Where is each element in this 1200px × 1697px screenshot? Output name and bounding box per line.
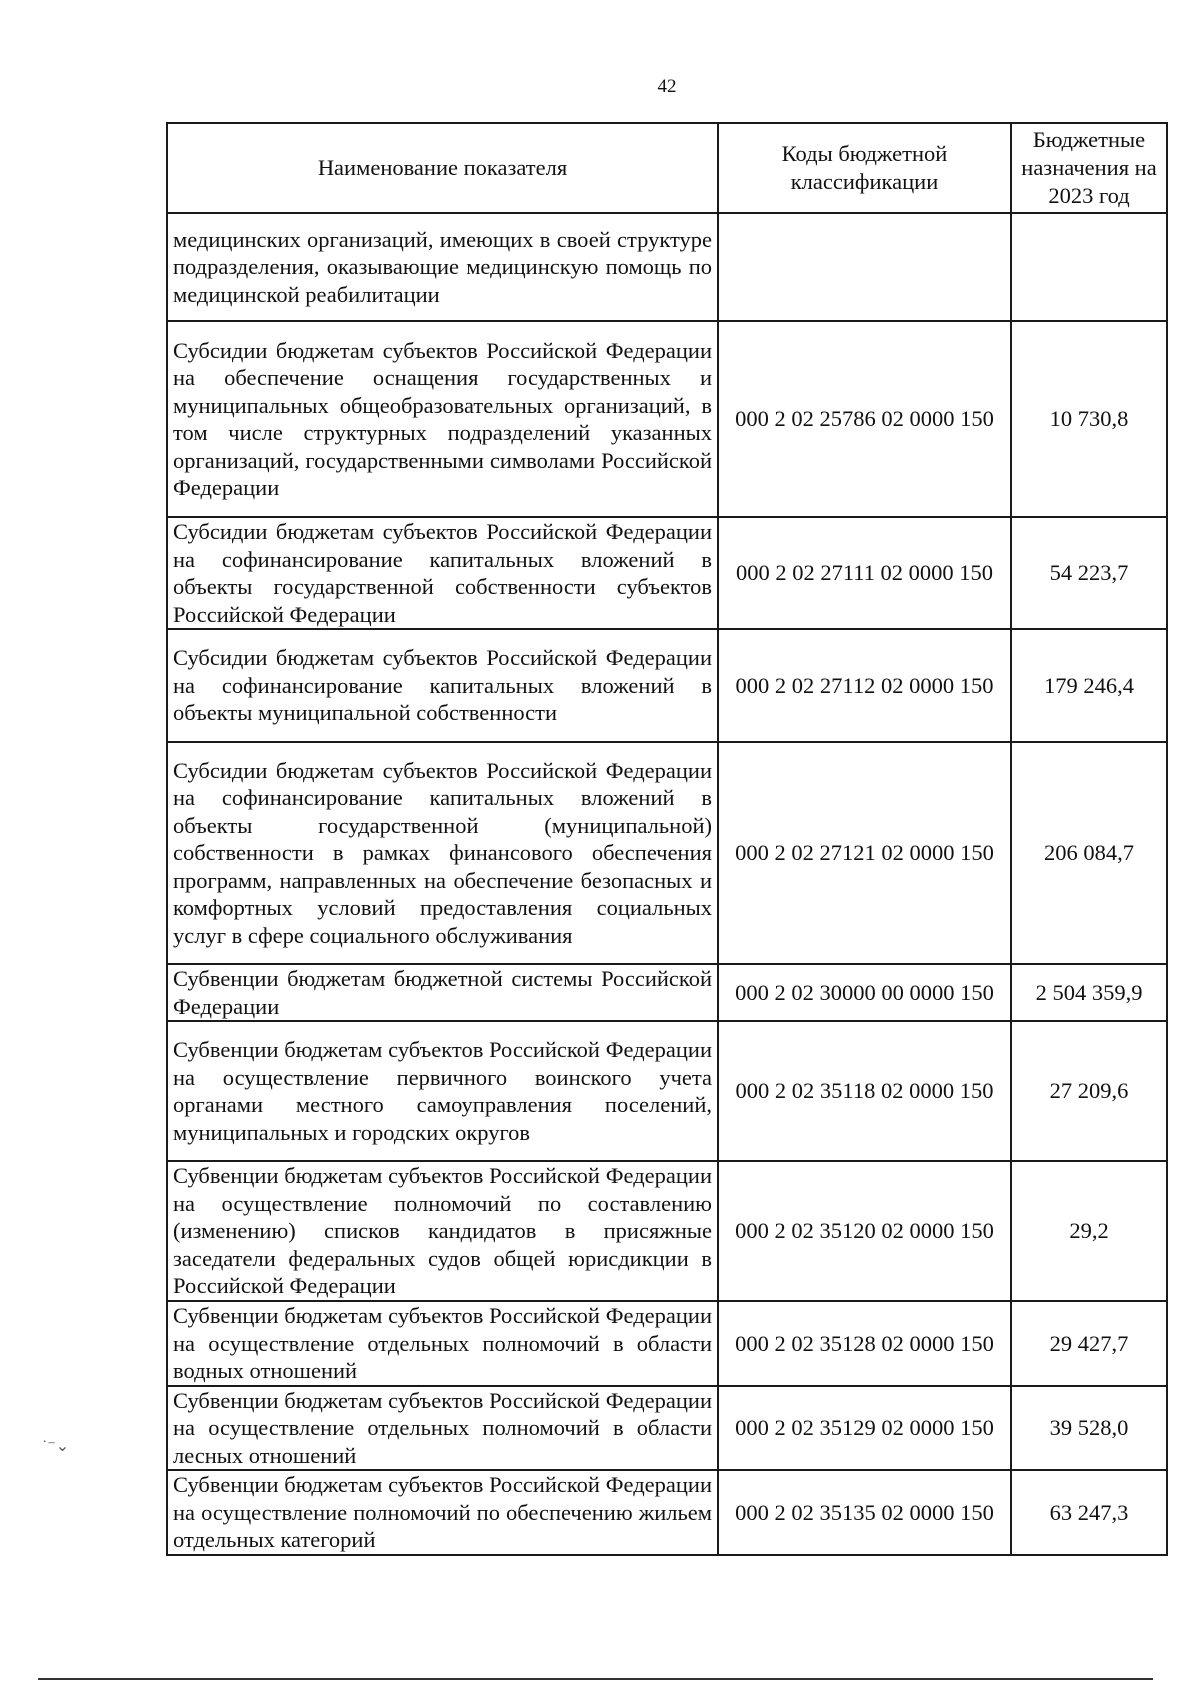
row-code: 000 2 02 35128 02 0000 150 xyxy=(718,1301,1011,1386)
row-code xyxy=(718,213,1011,321)
row-amount: 29 427,7 xyxy=(1011,1301,1167,1386)
row-name: Субвенции бюджетам субъектов Российской Федерации на осуществление отдельных полномочий в области водных отношений xyxy=(167,1301,718,1386)
row-amount: 179 246,4 xyxy=(1011,629,1167,742)
row-amount: 29,2 xyxy=(1011,1161,1167,1301)
row-name: Субвенции бюджетам субъектов Российской Федерации на осуществление полномочий по составлению (изменению) списков кандидатов в присяжные заседатели федеральных судов общей юрисдикции в Российской Федерации xyxy=(167,1161,718,1301)
row-name: Субвенции бюджетам субъектов Российской Федерации на осуществление полномочий по обеспечению жильем отдельных категорий xyxy=(167,1470,718,1555)
row-name: медицинских организаций, имеющих в своей структуре подразделения, оказывающие медицинскую помощь по медицинской реабилитации xyxy=(167,213,718,321)
table-row xyxy=(167,964,1167,1021)
table-row xyxy=(167,1470,1167,1555)
row-code: 000 2 02 30000 00 0000 150 xyxy=(718,964,1011,1021)
table-row xyxy=(167,213,1167,321)
row-name: Субсидии бюджетам субъектов Российской Федерации на софинансирование капитальных вложений в объекты государственной (муниципальной) собственности в рамках финансового обеспечения программ, направленных на обеспечение безопасных и комфортных условий предоставления социальных услуг в сфере социального обслуживания xyxy=(167,742,718,964)
header-amount: Бюджетные назначения на 2023 год xyxy=(1011,123,1167,213)
budget-table xyxy=(166,122,1168,1556)
row-code: 000 2 02 25786 02 0000 150 xyxy=(718,321,1011,517)
row-name: Субсидии бюджетам субъектов Российской Федерации на софинансирование капитальных вложений в объекты государственной собственности субъектов Российской Федерации xyxy=(167,517,718,629)
row-name: Субвенции бюджетам бюджетной системы Российской Федерации xyxy=(167,964,718,1021)
row-name: Субсидии бюджетам субъектов Российской Федерации на софинансирование капитальных вложений в объекты муниципальной собственности xyxy=(167,629,718,742)
row-amount: 54 223,7 xyxy=(1011,517,1167,629)
row-amount: 63 247,3 xyxy=(1011,1470,1167,1555)
row-code: 000 2 02 27121 02 0000 150 xyxy=(718,742,1011,964)
row-amount: 206 084,7 xyxy=(1011,742,1167,964)
table-body xyxy=(167,213,1167,1555)
table-header xyxy=(167,123,1167,213)
table-row xyxy=(167,1161,1167,1301)
row-amount: 2 504 359,9 xyxy=(1011,964,1167,1021)
table-row xyxy=(167,517,1167,629)
row-amount xyxy=(1011,213,1167,321)
table-row xyxy=(167,1021,1167,1161)
table-row xyxy=(167,629,1167,742)
table-row xyxy=(167,321,1167,517)
row-code: 000 2 02 35135 02 0000 150 xyxy=(718,1470,1011,1555)
row-name: Субсидии бюджетам субъектов Российской Федерации на обеспечение оснащения государственных и муниципальных общеобразовательных организаций, в том числе структурных подразделений указанных организаций, государственными символами Российской Федерации xyxy=(167,321,718,517)
bottom-rule xyxy=(38,1678,1153,1680)
table-row xyxy=(167,1301,1167,1386)
row-code: 000 2 02 35120 02 0000 150 xyxy=(718,1161,1011,1301)
row-amount: 10 730,8 xyxy=(1011,321,1167,517)
header-row xyxy=(167,123,1167,213)
row-code: 000 2 02 35129 02 0000 150 xyxy=(718,1386,1011,1471)
header-name: Наименование показателя xyxy=(167,123,718,213)
row-amount: 27 209,6 xyxy=(1011,1021,1167,1161)
header-code: Коды бюджетной классификации xyxy=(718,123,1011,213)
table-row xyxy=(167,1386,1167,1471)
row-amount: 39 528,0 xyxy=(1011,1386,1167,1471)
table-row xyxy=(167,742,1167,964)
row-code: 000 2 02 27111 02 0000 150 xyxy=(718,517,1011,629)
row-code: 000 2 02 27112 02 0000 150 xyxy=(718,629,1011,742)
margin-mark: ˙⁻⌄ xyxy=(42,1438,70,1455)
row-name: Субвенции бюджетам субъектов Российской Федерации на осуществление отдельных полномочий в области лесных отношений xyxy=(167,1386,718,1471)
page-number: 42 xyxy=(657,76,677,97)
row-code: 000 2 02 35118 02 0000 150 xyxy=(718,1021,1011,1161)
row-name: Субвенции бюджетам субъектов Российской Федерации на осуществление первичного воинского учета органами местного самоуправления поселений, муниципальных и городских округов xyxy=(167,1021,718,1161)
